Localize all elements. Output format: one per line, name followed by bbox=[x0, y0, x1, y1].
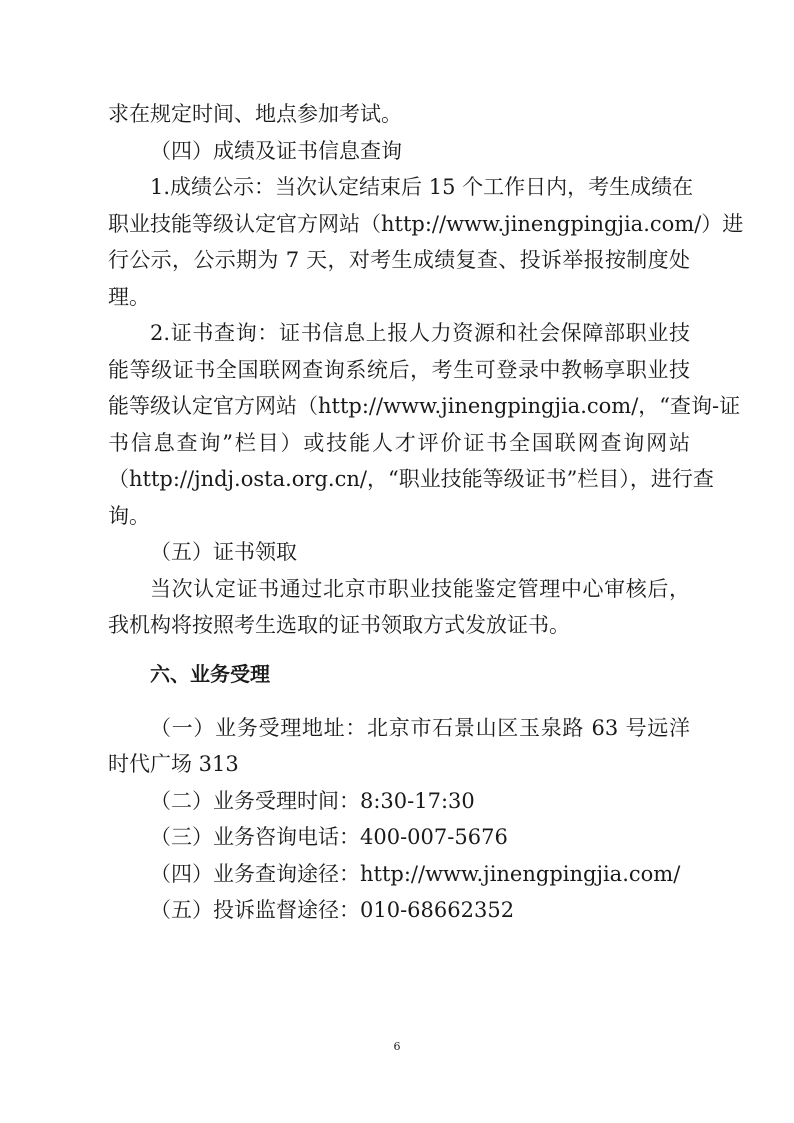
paragraph-line-score-publicity-4: 理。 bbox=[108, 284, 150, 309]
subheading-certificate-collection: （五）证书领取 bbox=[150, 540, 297, 564]
paragraph-line-certificate-collection-2: 我机构将按照考生选取的证书领取方式发放证书。 bbox=[108, 613, 570, 637]
paragraph-line-score-publicity-1: 1.成绩公示：当次认定结束后 15 个工作日内，考生成绩在 bbox=[150, 175, 694, 199]
page-number: 6 bbox=[393, 1040, 401, 1053]
paragraph-line-certificate-query-6: 询。 bbox=[108, 503, 150, 528]
paragraph-line-certificate-query-5: （http://jndj.osta.org.cn/，“职业技能等级证书”栏目），进行查 bbox=[108, 467, 714, 491]
business-address-line-2: 时代广场 313 bbox=[108, 752, 239, 776]
business-phone-line: （三）业务咨询电话：400-007-5676 bbox=[150, 825, 508, 849]
paragraph-line-certificate-query-3: 能等级认定官方网站（http://www.jinengpingjia.com/，“查询-证 bbox=[108, 394, 741, 418]
business-address-line-1: （一）业务受理地址：北京市石景山区玉泉路 63 号远洋 bbox=[150, 715, 690, 740]
paragraph-line-certificate-query-4: 书信息查询”栏目）或技能人才评价证书全国联网查询网站 bbox=[108, 430, 690, 455]
complaint-phone-line: （五）投诉监督途径：010-68662352 bbox=[150, 898, 515, 922]
paragraph-line-certificate-collection-1: 当次认定证书通过北京市职业技能鉴定管理中心审核后， bbox=[150, 576, 690, 601]
business-hours-line: （二）业务受理时间：8:30-17:30 bbox=[150, 788, 475, 813]
paragraph-line-score-publicity-3: 行公示，公示期为 7 天，对考生成绩复查、投诉举报按制度处 bbox=[108, 248, 690, 272]
paragraph-line-exam-location: 求在规定时间、地点参加考试。 bbox=[108, 102, 402, 126]
subheading-score-certificate-query: （四）成绩及证书信息查询 bbox=[150, 138, 402, 163]
section-heading-business: 六、业务受理 bbox=[150, 661, 270, 686]
business-query-url-line: （四）业务查询途径：http://www.jinengpingjia.com/ bbox=[150, 861, 681, 886]
document-page bbox=[108, 96, 744, 929]
paragraph-line-certificate-query-2: 能等级证书全国联网查询系统后，考生可登录中教畅享职业技 bbox=[108, 357, 690, 382]
paragraph-line-certificate-query-1: 2.证书查询：证书信息上报人力资源和社会保障部职业技 bbox=[150, 321, 690, 345]
paragraph-line-score-publicity-2: 职业技能等级认定官方网站（http://www.jinengpingjia.com/）进 bbox=[108, 211, 744, 236]
